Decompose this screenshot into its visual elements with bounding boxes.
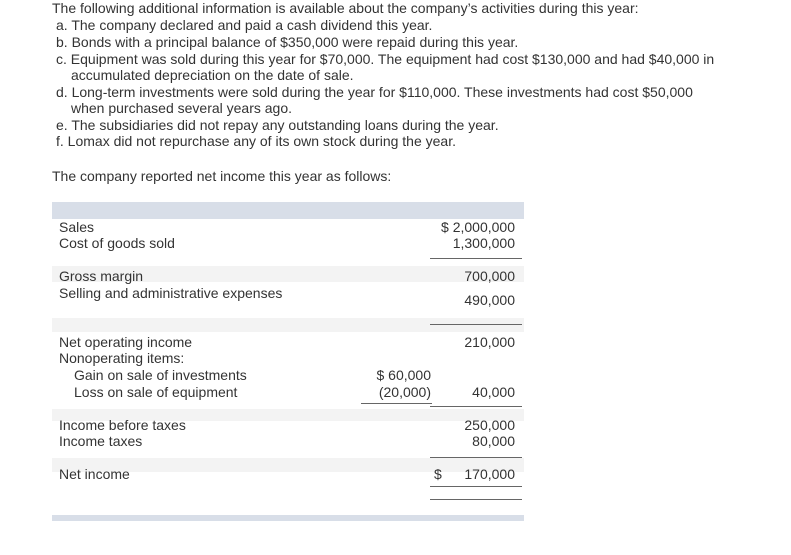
sga-value: 490,000 — [464, 292, 515, 308]
underline — [430, 324, 522, 325]
underline — [430, 258, 522, 259]
sales-label: Sales — [59, 219, 95, 235]
item-d: d. Long-term investments were sold during the year for $110,000. These investments had cost $50,000 — [56, 84, 693, 100]
item-c: c. Equipment was sold during this year for $70,000. The equipment had cost $130,000 and had $40,000 in — [56, 51, 715, 67]
item-e: e. The subsidiaries did not repay any outstanding loans during the year. — [56, 117, 499, 133]
net-income-label: Net income — [59, 466, 130, 482]
gain-value: $ 60,000 — [376, 367, 431, 383]
item-b: b. Bonds with a principal balance of $350,000 were repaid during this year. — [56, 34, 519, 50]
gross-margin-label: Gross margin — [59, 268, 144, 284]
double-underline-top — [430, 486, 522, 487]
item-c-continued: accumulated depreciation on the date of sale. — [71, 67, 354, 83]
sales-value: $ 2,000,000 — [441, 219, 515, 235]
band-row — [52, 318, 524, 332]
double-underline-bottom — [430, 499, 522, 500]
cogs-label: Cost of goods sold — [59, 235, 175, 251]
cogs-value: 1,300,000 — [452, 235, 515, 251]
gross-margin-value: 700,000 — [464, 268, 515, 284]
net-operating-income-label: Net operating income — [59, 334, 193, 350]
nonoperating-total-value: 40,000 — [472, 384, 515, 400]
item-d-continued: when purchased several years ago. — [71, 100, 293, 116]
nonoperating-items-label: Nonoperating items: — [59, 350, 185, 366]
income-statement-table — [52, 202, 524, 522]
sga-label: Selling and administrative expenses — [59, 285, 283, 301]
footer-band — [52, 515, 524, 521]
income-taxes-value: 80,000 — [472, 433, 515, 449]
income-before-taxes-label: Income before taxes — [59, 417, 186, 433]
income-before-taxes-value: 250,000 — [464, 417, 515, 433]
gain-label: Gain on sale of investments — [74, 367, 247, 383]
net-income-currency: $ — [434, 466, 442, 482]
net-operating-income-value: 210,000 — [464, 334, 515, 350]
header-band — [52, 202, 524, 219]
loss-label: Loss on sale of equipment — [74, 384, 238, 400]
underline — [430, 457, 522, 458]
loss-value: (20,000) — [378, 384, 431, 400]
reported-text: The company reported net income this year as follows: — [52, 168, 392, 184]
middle-underline — [361, 403, 432, 404]
item-a: a. The company declared and paid a cash dividend this year. — [56, 17, 433, 33]
income-taxes-label: Income taxes — [59, 433, 143, 449]
intro-text: The following additional information is available about the company’s activities during this year: — [52, 0, 639, 16]
underline — [430, 406, 522, 407]
item-f: f. Lomax did not repurchase any of its own stock during the year. — [56, 133, 456, 149]
net-income-value: 170,000 — [464, 466, 515, 482]
